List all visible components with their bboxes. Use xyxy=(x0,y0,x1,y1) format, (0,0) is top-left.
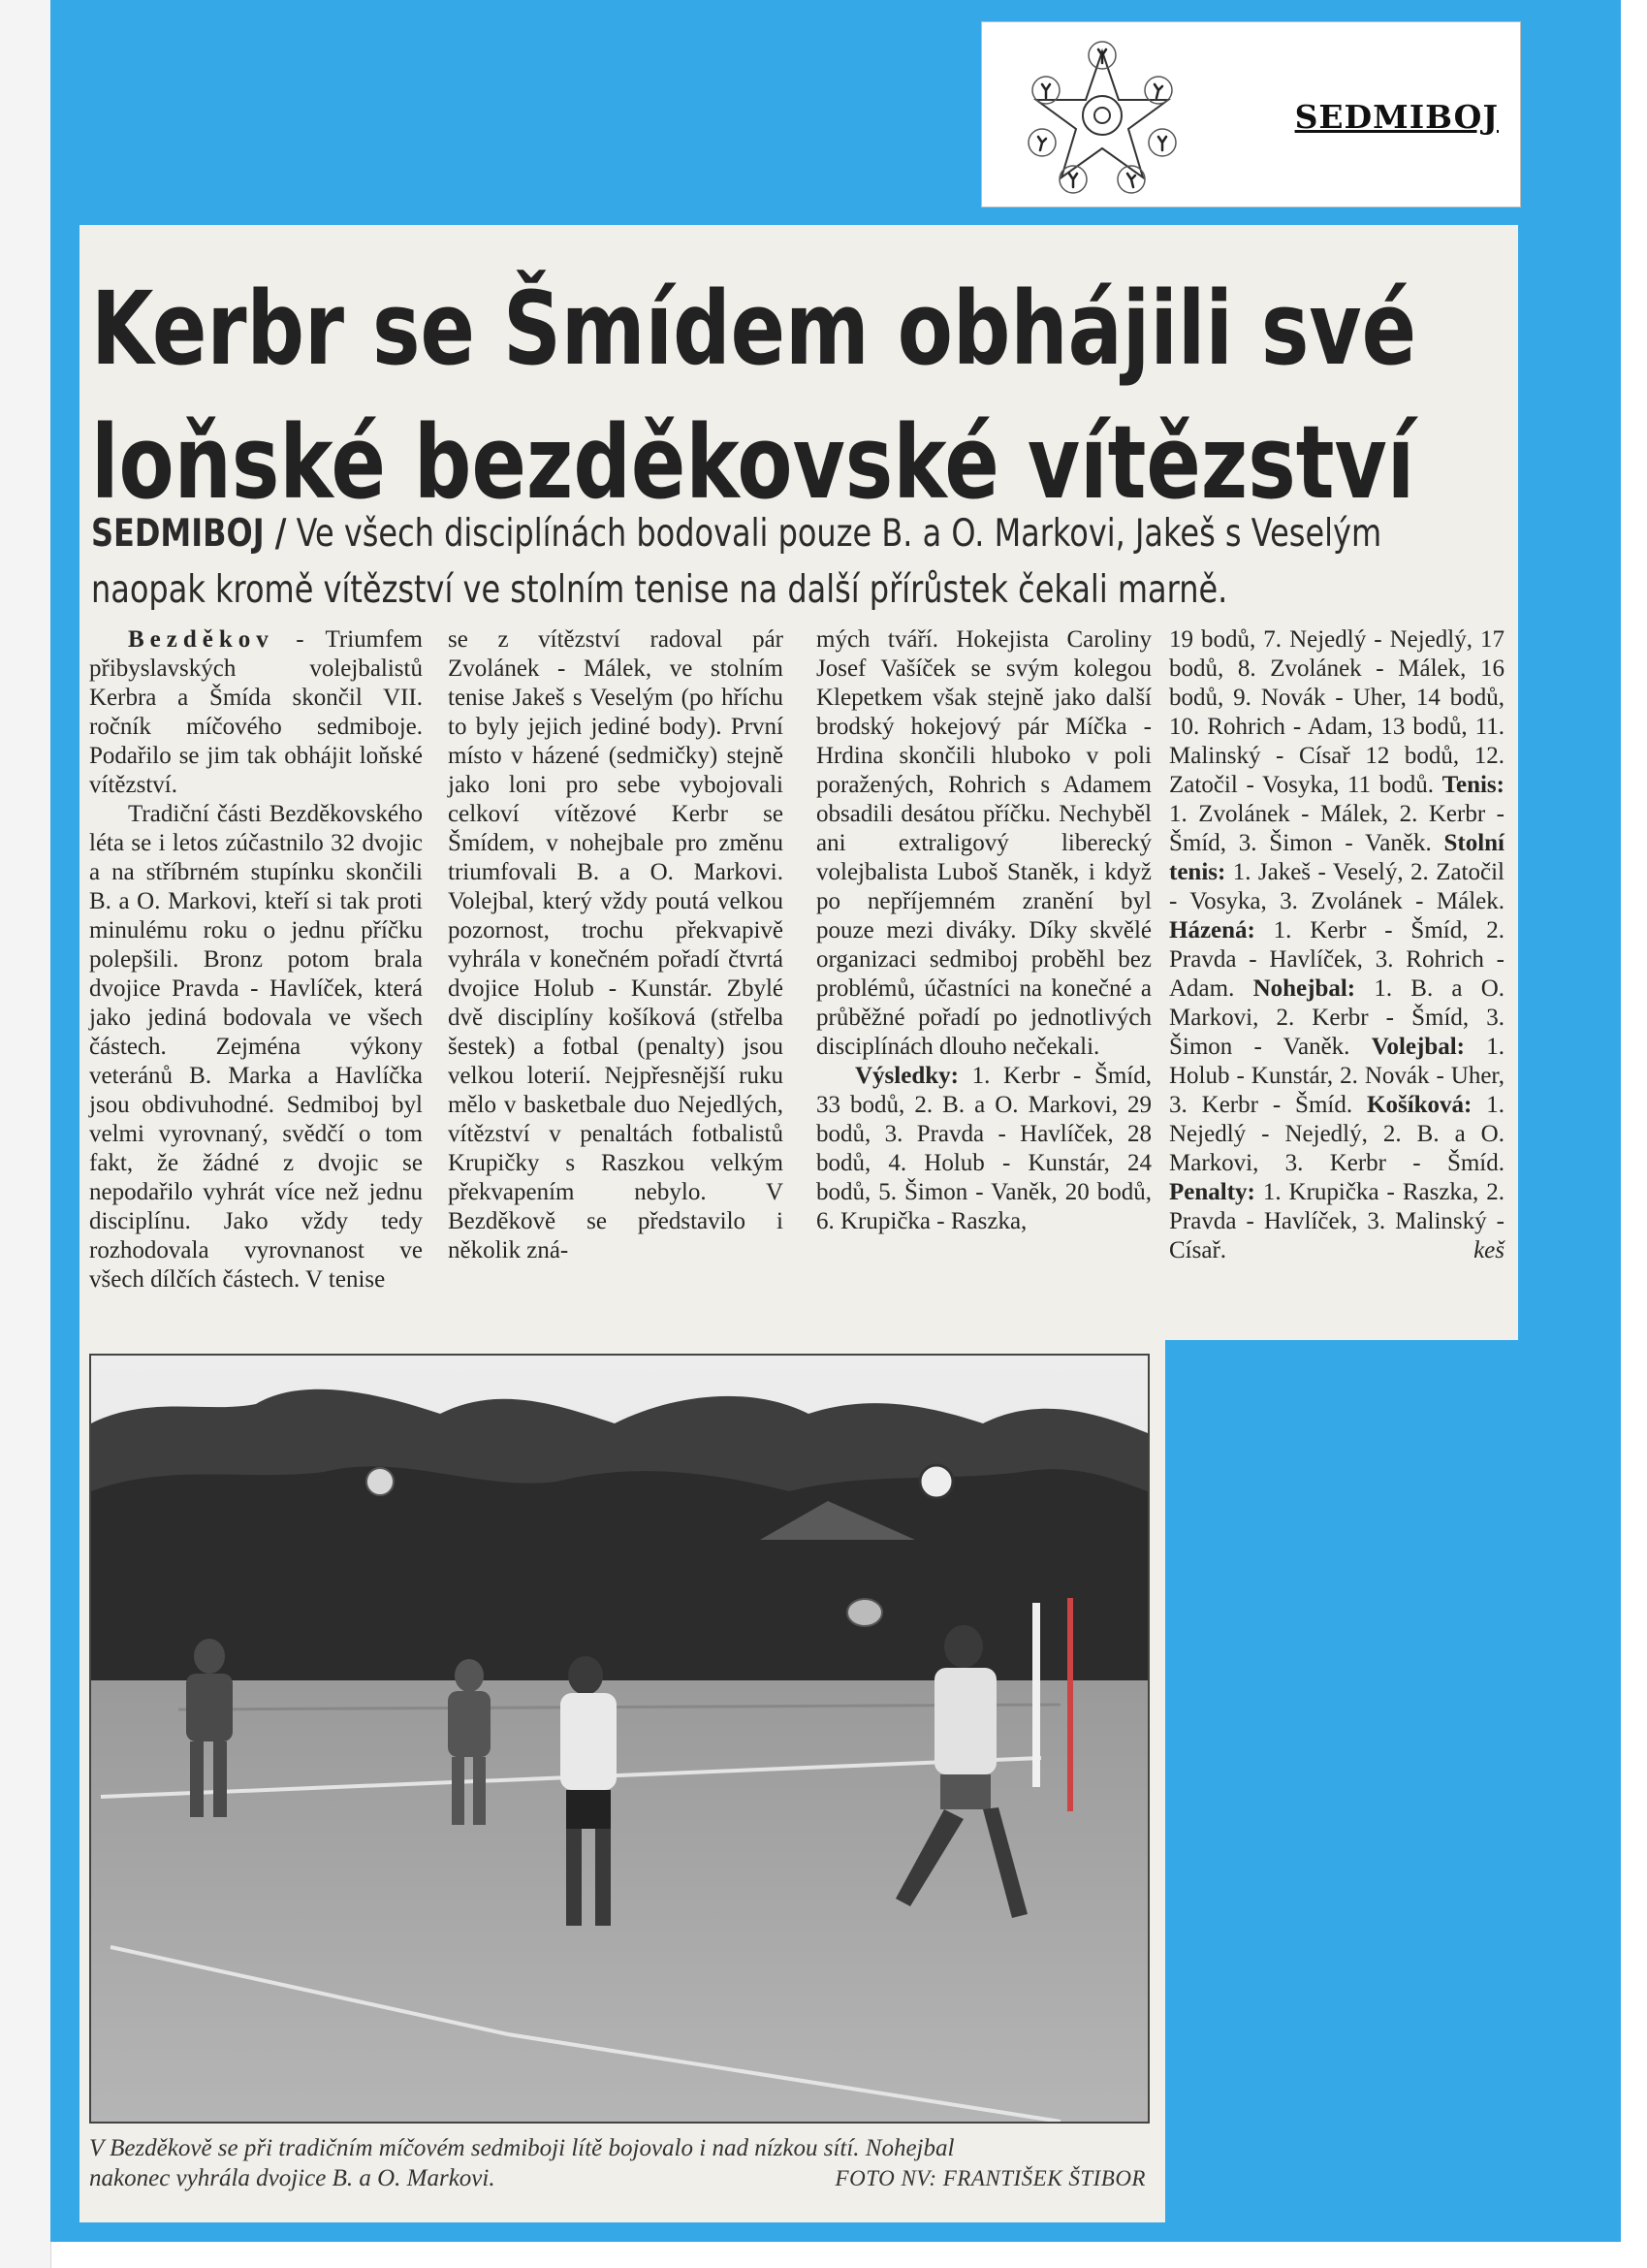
section-tag-card xyxy=(981,21,1521,208)
article-headline xyxy=(91,262,1417,529)
article-column-2 xyxy=(448,625,783,1265)
lead-line-2: naopak kromě vítězství ve stolním tenise na další přírůstek čekali marně. xyxy=(91,568,1228,612)
photo-credit: FOTO NV: FRANTIŠEK ŠTIBOR xyxy=(835,2166,1146,2190)
results-paragraph: Výsledky: 1. Kerbr - Šmíd, 33 bodů, 2. B. a O. Markovi, 29 bodů, 3. Pravda - Havlíček, 28 bodů, 4. Holub - Kunstár, 24 bodů, 5. Šimon - Vaněk, 20 bodů, 6. Krupička - Raszka, xyxy=(816,1063,1152,1234)
nohejbal-label: Nohejbal: xyxy=(1252,975,1356,1002)
paragraph-3: se z vítězství radoval pár Zvolánek - Málek, ve stolním tenise Jakeš s Veselým (po hříchu to byly jejich jediné body). První místo v házené (sedmičky) stejně jako loni pro sebe vybojovali celkoví vítězové Kerbr se Šmídem, v nohejbale pro změnu triumfovali B. a O. Markovi. Volejbal, který vždy poutá velkou pozornost, trochu překvapivě vyhrála v konečném pořadí čtvrtá dvojice Holub - Kunstár. Zbylé dvě disciplíny košíková (střelba šestek) a fotbal (penalty) jsou velkou loterií. Nejpřesnější ruku mělo v basketbale duo Nejedlých, vítězství v penaltách fotbalistů Krupičky s Raszkou velkým překvapením nebylo. V Bezděkově se představilo i několik zná- xyxy=(448,626,783,1263)
results-continued: 19 bodů, 7. Nejedlý - Nejedlý, 17 bodů, 8. Zvolánek - Málek, 16 bodů, 9. Novák - Uher, 14 bodů, 10. Rohrich - Adam, 13 bodů, 11. Malinský - Císař 12 bodů, 12. Zatočil - Vosyka, 11 bodů. Tenis: 1. Zvolánek - Málek, 2. Kerbr - Šmíd, 3. Šimon - Vaněk. Stolní tenis: 1. Jakeš - Veselý, 2. Zatočil - Vosyka, 3. Zvolánek - Málek. Házená: 1. Kerbr - Šmíd, 2. Pravda - Havlíček, 3. Rohrich - Adam. Nohejbal: 1. B. a O. Markovi, 2. Kerbr - Šmíd, 3. Šimon - Vaněk. Volejbal: 1. Holub - Kunstár, 2. Novák - Uher, 3. Kerbr - Šmíd. Košíková: 1. Nejedlý - Nejedlý, 2. B. a O. Markovi, 3. Kerbr - Šmíd. Penalty: 1. Krupička - Raszka, 2. Pravda - Havlíček, 3. Malinský - Císař. keš xyxy=(1169,626,1505,1263)
sedmiboj-logo-icon xyxy=(1021,34,1184,197)
dateline: Bezděkov xyxy=(128,626,274,653)
caption-line-2: nakonec vyhrála dvojice B. a O. Markovi. xyxy=(89,2165,495,2191)
nohejbal-photo-image xyxy=(91,1356,1148,2122)
hazena-label: Házená: xyxy=(1169,917,1255,943)
headline-line-2: loňské bezděkovské vítězství xyxy=(91,403,1415,522)
section-tag-label: SEDMIBOJ xyxy=(1294,98,1499,136)
penalty-label: Penalty: xyxy=(1169,1179,1255,1205)
stolni-tenis-label: Stolní tenis: xyxy=(1169,830,1504,885)
article-column-4 xyxy=(1169,625,1504,1265)
headline-line-1: Kerbr se Šmídem obhájili své xyxy=(91,270,1417,388)
tenis-label: Tenis: xyxy=(1441,772,1504,798)
article-lead xyxy=(91,506,1381,619)
article-column-3 xyxy=(816,625,1152,1236)
kosikova-label: Košíková: xyxy=(1367,1092,1473,1118)
paragraph-intro: Bezděkov - Triumfem přibyslavských volejbalistů Kerbra a Šmída skončil VII. ročník míčového sedmiboje. Podařilo se jim tak obhájit loňské vítězství. xyxy=(89,626,423,798)
results-label: Výsledky: xyxy=(855,1063,959,1089)
caption-line-1: V Bezděkově se při tradičním míčovém sedmiboji lítě bojovalo i nad nízkou sítí. Nohejbal xyxy=(89,2135,955,2161)
paragraph-4: mých tváří. Hokejista Caroliny Josef Vašíček se svým kolegou Klepetkem však stejně jako další brodský hokejový pár Míčka - Hrdina skončili hluboko v poli poražených, Rohrich s Adamem obsadili desátou příčku. Nechyběl ani extraligový liberecký volejbalista Luboš Staněk, i když po nepříjemném zranění byl pouze mezi diváky. Díky skvělé organizaci sedmiboj proběhl bez problémů, účastníci na konečné a průběžné pořadí po jednotlivých disciplínách dlouho nečekali. xyxy=(816,626,1152,1060)
author-signature: keš xyxy=(1473,1237,1504,1263)
article-column-1 xyxy=(89,625,423,1294)
scan-left-margin xyxy=(0,0,51,2268)
paragraph-2: Tradiční části Bezděkovského léta se i letos zúčastnilo 32 dvojic a na stříbrném stupínku skončili B. a O. Markovi, kteří si tak proti minulému roku o jednu příčku polepšili. Bronz potom brala dvojice Pravda - Havlíček, která jako jediná bodovala ve všech částech. Zejména výkony veteránů B. Marka a Havlíčka jsou obdivuhodné. Sedmiboj byl velmi vyrovnaný, svědčí o tom fakt, že žádné z dvojic se nepodařilo vyhrát více než jednu disciplínu. Jako vždy tedy rozhodovala vyrovnanost ve všech dílčích částech. V tenise xyxy=(89,801,423,1293)
lead-line-1: Ve všech disciplínách bodovali pouze B. a O. Markovi, Jakeš s Veselým xyxy=(296,512,1382,556)
volejbal-label: Volejbal: xyxy=(1371,1034,1465,1060)
article-photo xyxy=(89,1354,1150,2124)
photo-caption xyxy=(89,2133,1146,2193)
lead-kicker: SEDMIBOJ / xyxy=(91,512,287,556)
caption-line-2-row xyxy=(89,2163,1146,2193)
